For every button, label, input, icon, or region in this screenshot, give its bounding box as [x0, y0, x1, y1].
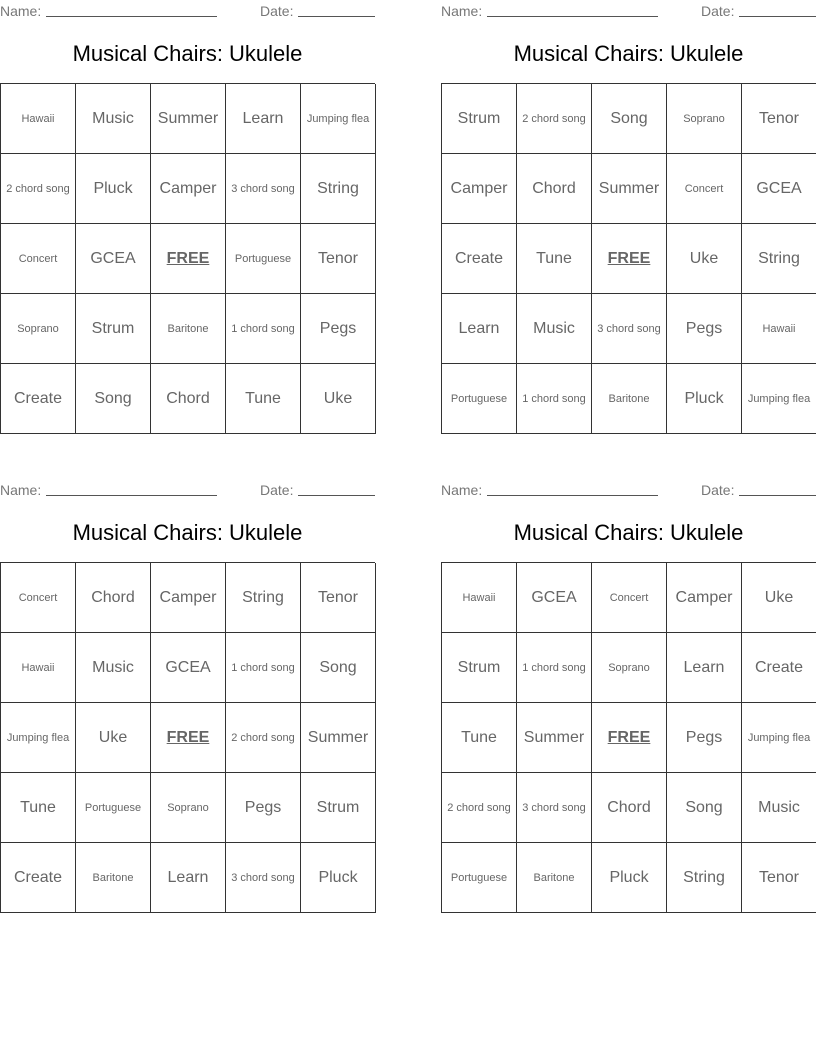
- bingo-cell: 3 chord song: [592, 294, 667, 364]
- bingo-cell: Concert: [592, 563, 667, 633]
- bingo-cell: Uke: [76, 703, 151, 773]
- card-title: Musical Chairs: Ukulele: [513, 520, 744, 545]
- bingo-grid: [0, 562, 375, 913]
- bingo-cell: 3 chord song: [226, 843, 301, 913]
- bingo-cell: 2 chord song: [517, 84, 592, 154]
- name-label: Name:: [441, 3, 483, 19]
- bingo-card-2: [441, 0, 816, 440]
- bingo-cell: Strum: [301, 773, 376, 843]
- bingo-cell: Create: [742, 633, 816, 703]
- bingo-cell: Camper: [442, 154, 517, 224]
- bingo-cell: Baritone: [592, 364, 667, 434]
- bingo-cell: Learn: [151, 843, 226, 913]
- bingo-cell: Tune: [442, 703, 517, 773]
- bingo-cell: Song: [667, 773, 742, 843]
- card-title: Musical Chairs: Ukulele: [72, 520, 303, 545]
- card-title: Musical Chairs: Ukulele: [72, 41, 303, 66]
- bingo-cell: 2 chord song: [1, 154, 76, 224]
- name-label: Name:: [0, 482, 42, 498]
- date-blank-line: [298, 16, 375, 17]
- date-blank-line: [298, 495, 375, 496]
- bingo-cell: Uke: [742, 563, 816, 633]
- bingo-cell: String: [301, 154, 376, 224]
- bingo-cell: Jumping flea: [301, 84, 376, 154]
- bingo-cell: Concert: [667, 154, 742, 224]
- bingo-cell: Soprano: [667, 84, 742, 154]
- bingo-cell: GCEA: [76, 224, 151, 294]
- bingo-grid: [441, 562, 816, 913]
- bingo-cell: 3 chord song: [517, 773, 592, 843]
- bingo-cell: Pegs: [226, 773, 301, 843]
- bingo-cell: Pluck: [76, 154, 151, 224]
- bingo-cell: Pluck: [592, 843, 667, 913]
- bingo-cell: Baritone: [151, 294, 226, 364]
- bingo-cell: Baritone: [517, 843, 592, 913]
- name-blank-line: [46, 16, 217, 17]
- bingo-cell: Strum: [442, 633, 517, 703]
- date-blank-line: [739, 16, 816, 17]
- bingo-cell: Create: [442, 224, 517, 294]
- bingo-cell: 1 chord song: [226, 633, 301, 703]
- bingo-cell: Tune: [517, 224, 592, 294]
- bingo-cell: Song: [301, 633, 376, 703]
- bingo-cell: Tenor: [301, 224, 376, 294]
- bingo-cell: Camper: [667, 563, 742, 633]
- bingo-cell: Portuguese: [76, 773, 151, 843]
- bingo-cell: Camper: [151, 563, 226, 633]
- bingo-cell: Soprano: [1, 294, 76, 364]
- bingo-cell: Summer: [151, 84, 226, 154]
- bingo-cell: Create: [1, 843, 76, 913]
- bingo-cell: Jumping flea: [742, 364, 816, 434]
- bingo-card-1: [0, 0, 375, 440]
- bingo-cell: 2 chord song: [442, 773, 517, 843]
- bingo-cell: 2 chord song: [226, 703, 301, 773]
- bingo-cell: Music: [742, 773, 816, 843]
- date-label: Date:: [260, 3, 294, 19]
- date-label: Date:: [701, 482, 735, 498]
- bingo-cell: Pluck: [667, 364, 742, 434]
- bingo-cell: Chord: [151, 364, 226, 434]
- bingo-cell: Concert: [1, 224, 76, 294]
- bingo-cell: Tenor: [742, 84, 816, 154]
- name-blank-line: [46, 495, 217, 496]
- bingo-cell: Pegs: [301, 294, 376, 364]
- bingo-cell: GCEA: [517, 563, 592, 633]
- bingo-cell: Tune: [226, 364, 301, 434]
- bingo-cell: Create: [1, 364, 76, 434]
- bingo-cell: Strum: [442, 84, 517, 154]
- bingo-card-3: [0, 479, 375, 919]
- bingo-cell: Portuguese: [226, 224, 301, 294]
- bingo-cell: Tune: [1, 773, 76, 843]
- bingo-cell: Strum: [76, 294, 151, 364]
- bingo-cell: Soprano: [592, 633, 667, 703]
- bingo-cell: Baritone: [76, 843, 151, 913]
- bingo-cell: String: [667, 843, 742, 913]
- bingo-cell: Jumping flea: [742, 703, 816, 773]
- bingo-cell: Summer: [592, 154, 667, 224]
- bingo-cell: Tenor: [742, 843, 816, 913]
- bingo-cell: 3 chord song: [226, 154, 301, 224]
- name-label: Name:: [441, 482, 483, 498]
- bingo-cell: Chord: [76, 563, 151, 633]
- name-blank-line: [487, 16, 658, 17]
- bingo-cell: Uke: [301, 364, 376, 434]
- bingo-cell: String: [226, 563, 301, 633]
- bingo-cell: Portuguese: [442, 843, 517, 913]
- bingo-cell: Learn: [442, 294, 517, 364]
- bingo-cell: Music: [517, 294, 592, 364]
- bingo-cell: GCEA: [151, 633, 226, 703]
- bingo-cell: Song: [592, 84, 667, 154]
- date-blank-line: [739, 495, 816, 496]
- bingo-cell: Learn: [667, 633, 742, 703]
- free-space-cell: FREE: [151, 224, 226, 294]
- name-label: Name:: [0, 3, 42, 19]
- bingo-cell: Summer: [301, 703, 376, 773]
- bingo-cell: Tenor: [301, 563, 376, 633]
- bingo-cell: Music: [76, 633, 151, 703]
- bingo-cell: String: [742, 224, 816, 294]
- bingo-cell: Camper: [151, 154, 226, 224]
- bingo-cell: Chord: [592, 773, 667, 843]
- bingo-cell: Pegs: [667, 294, 742, 364]
- bingo-cell: Learn: [226, 84, 301, 154]
- bingo-cell: Pluck: [301, 843, 376, 913]
- bingo-cell: Pegs: [667, 703, 742, 773]
- free-space-cell: FREE: [592, 224, 667, 294]
- card-title: Musical Chairs: Ukulele: [513, 41, 744, 66]
- bingo-cell: Hawaii: [742, 294, 816, 364]
- name-blank-line: [487, 495, 658, 496]
- bingo-cell: Hawaii: [1, 84, 76, 154]
- bingo-cell: 1 chord song: [226, 294, 301, 364]
- bingo-card-4: [441, 479, 816, 919]
- date-label: Date:: [260, 482, 294, 498]
- free-space-cell: FREE: [592, 703, 667, 773]
- bingo-cell: Portuguese: [442, 364, 517, 434]
- date-label: Date:: [701, 3, 735, 19]
- bingo-cell: Jumping flea: [1, 703, 76, 773]
- bingo-cell: Chord: [517, 154, 592, 224]
- bingo-cell: 1 chord song: [517, 364, 592, 434]
- bingo-grid: [441, 83, 816, 434]
- bingo-cell: Uke: [667, 224, 742, 294]
- bingo-cell: Hawaii: [1, 633, 76, 703]
- bingo-cell: 1 chord song: [517, 633, 592, 703]
- bingo-cell: GCEA: [742, 154, 816, 224]
- bingo-cell: Concert: [1, 563, 76, 633]
- free-space-cell: FREE: [151, 703, 226, 773]
- bingo-cell: Song: [76, 364, 151, 434]
- bingo-cell: Summer: [517, 703, 592, 773]
- bingo-cell: Music: [76, 84, 151, 154]
- bingo-cell: Hawaii: [442, 563, 517, 633]
- bingo-grid: [0, 83, 375, 434]
- bingo-cell: Soprano: [151, 773, 226, 843]
